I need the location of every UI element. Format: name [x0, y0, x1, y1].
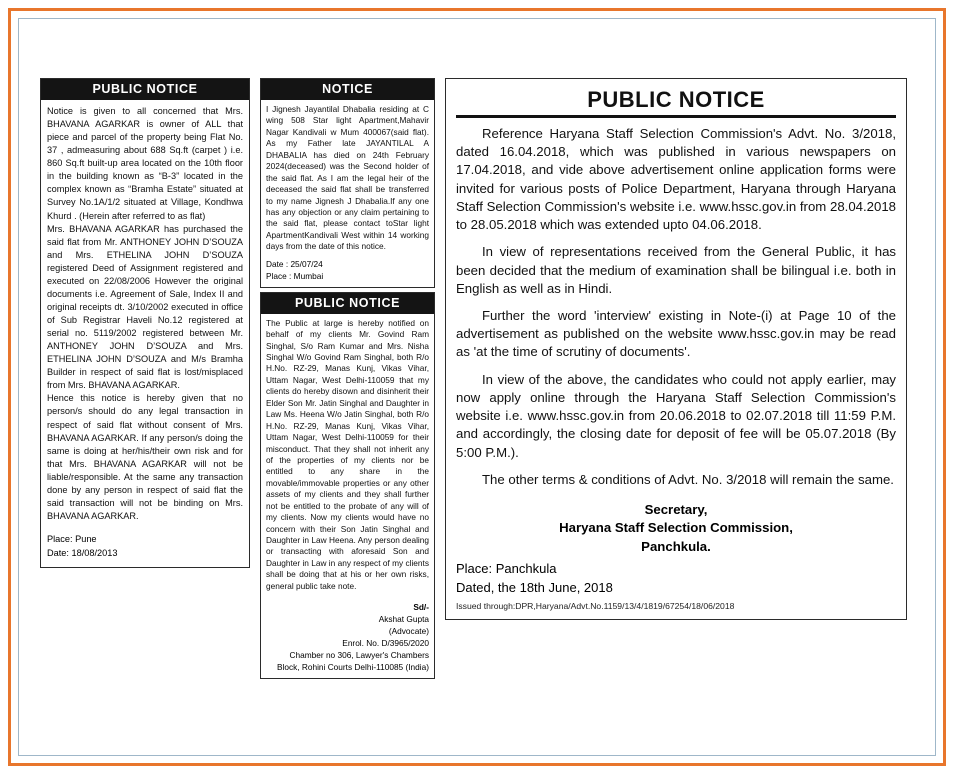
notice3-heading: PUBLIC NOTICE	[261, 293, 434, 314]
notice3-advocate-enrolment: Enrol. No. D/3965/2020	[342, 638, 429, 649]
notice4-heading-rule	[456, 115, 896, 118]
notice3-advocate-designation: (Advocate)	[388, 626, 429, 637]
notice4-heading: PUBLIC NOTICE	[587, 87, 765, 112]
notice4-signature-title: Secretary,	[644, 501, 708, 517]
notice3-sd-label: Sd/-	[413, 602, 429, 613]
notice2-meta	[261, 258, 434, 287]
notice4-signature-org: Haryana Staff Selection Commission,	[559, 520, 793, 536]
notice4-paragraph-4: In view of the above, the candidates who could not apply earlier, may now apply online through the Haryana Staff Selection Commission's website i.e. www.hssc.gov.in from 20.06.2018 to 02.07.2018 till 11:59 P.M. and accordingly, the closing date for deposit of fee will be 05.07.2018 (By 5:00 P.M.).	[456, 371, 896, 460]
notice3-signature	[261, 597, 434, 678]
notice1-place: Place: Pune	[47, 534, 97, 544]
notice3-body	[261, 314, 434, 598]
notice4-paragraph-5: The other terms & conditions of Advt. No. 3/2018 will remain the same.	[482, 471, 894, 487]
notice1-body	[41, 100, 249, 529]
notice2-body	[261, 100, 434, 258]
notice1-date: Date: 18/08/2013	[47, 547, 118, 558]
notice2-date: Date : 25/07/24	[266, 258, 323, 269]
notice4-paragraph-2: In view of representations received from the General Public, it has been decided that the medium of examination shall be bilingual i.e. both in English as well as in Hindi.	[456, 244, 896, 296]
notice4-signature-location: Panchkula.	[641, 538, 711, 554]
notice1-body-text: Notice is given to all concerned that Mrs. BHAVANA AGARKAR is owner of ALL that piece and parcel of the property being Flat No. 37 , admeasuring about 688 Sq.ft (carpet ) i.e. 860 Sq.ft built-up area located on the 10th floor in the building known as “B-3” located in the complex known as “Bramha Estate” situated at Survey No.1A/1/2 situated at Village, Kondhwa Khurd . (Herein after referred to as flat) Mrs. BHAVANA AGARKAR has purchased the said flat from Mr. ANTHONEY JOHN D’SOUZA and Mrs. ETHELINA JOHN D’SOUZA registered Deed of Assignment registered and executed on 22/08/2006 However the original documents i.e. Agreement of Sale, Index II and original receipts dt. 3/10/2002 executed in office of Sub Registrar Haveli No.12 registered at serial no. 5119/2002 registered between Mr. ANTHONEY JOHN D’SOUZA and Mrs. ETHELINA JOHN D’SOUZA and M/s Bramha Builder in respect of said flat is lost/misplaced from Mrs. BHAVANA AGARKAR. Hence this notice is hereby given that no person/s should do any legal transaction in respect of said flat without consent of Mrs. BHAVANA AGARKAR. If any person/s doing the same is doing at her/his/their own risk and for that Mrs. BHAVANA AGARKAR will not be liable/responsible. At the same any transaction done by any person in respect of said flat the said transaction will not be binding on Mrs. BHAVANA AGARKAR.	[47, 106, 243, 521]
notice3-body-text: The Public at large is hereby notified on behalf of my clients Mr. Govind Ram Singhal, S/o Ram Kumar and Mrs. Nisha Singhal W/o Govind Ram Singhal, both R/o H.No. RZ-29, Manas Kunj, Vikas Vihar, Uttam Nagar, West Delhi-110059 that my clients do hereby disown and disinherit their Elder Son Mr. Jatin Singhal and Daughter in Law Ms. Heena W/o Jatin Singhal, both R/o H.No. RZ-29, Manas Kunj, Vikas Vihar, Uttam Nagar, West Delhi-110059 for their misconduct. That they shall not inherit any of the properties of my clients nor be entitled to any share in the movable/immovable properties or any other assets of my clients and they shall further not be entitled to the probate of any will of my clients. Now my clients would have no concern with their Son Jatin Singhal and Daughter in Law Heena. Any person dealing or transacting with aforesaid Son and Daughter in Law in any respect of my clients shall be doing that at his or her own risks, general public take note.	[266, 317, 429, 591]
notice2-heading: NOTICE	[261, 79, 434, 100]
notice3-advocate-address-line1: Chamber no 306, Lawyer's Chambers	[289, 650, 429, 661]
notice4-place: Place: Panchkula	[456, 561, 557, 577]
notice-block-bhavana-agarkar	[40, 78, 250, 568]
notice4-paragraph-3: Further the word 'interview' existing in Note-(i) at Page 10 of the advertisement as published on the website www.hssc.gov.in may be read as 'at the time of scrutiny of documents'.	[456, 307, 896, 360]
notice-column-middle	[260, 78, 435, 683]
notice1-meta	[41, 529, 249, 567]
notices-columns	[40, 78, 907, 683]
notice-block-hssc	[445, 78, 907, 620]
notice4-paragraph-1: Reference Haryana Staff Selection Commission's Advt. No. 3/2018, dated 16.04.2018, which was published in various newspapers on 17.04.2018, and vide above advertisement online application forms were invited for various posts of Police Department, Haryana through Haryana Staff Selection Commission's website i.e. www.hssc.gov.in from 28.04.2018 to 28.05.2018 which was extended upto 04.06.2018.	[456, 126, 896, 233]
notice4-signature-block	[456, 501, 896, 556]
notice-block-jignesh-dhabalia	[260, 78, 435, 288]
notice2-body-text: I Jignesh Jayantilal Dhabalia residing at C wing 508 Star light Apartment,Mahavir Nagar Kandivali w Mum 400067(said flat). As my Father late JAYANTILAL A DHABALIA has died on 24th February 2024(deceased) was the Second holder of the said flat. As I am the legal heir of the deceased the said flat shall be transferred to my name Jignesh J Dhabalia.If any one has any objection or any claim pertaining to the said flat, please contact toStar light ApartmentKandivali West within 14 working days from the date of this notice.	[266, 104, 429, 252]
notice-block-singhal-disown	[260, 292, 435, 680]
notice4-dated: Dated, the 18th June, 2018	[456, 579, 613, 595]
newspaper-clipping-sheet	[40, 78, 914, 688]
notice4-issued-through: Issued through:DPR,Haryana/Advt.No.1159/13/4/1819/67254/18/06/2018	[456, 600, 735, 611]
notice1-heading: PUBLIC NOTICE	[41, 79, 249, 100]
notice3-advocate-address-line2: Block, Rohini Courts Delhi-110085 (India)	[276, 662, 429, 673]
notice3-advocate-name: Akshat Gupta	[378, 614, 429, 625]
notice2-place: Place : Mumbai	[266, 270, 324, 281]
